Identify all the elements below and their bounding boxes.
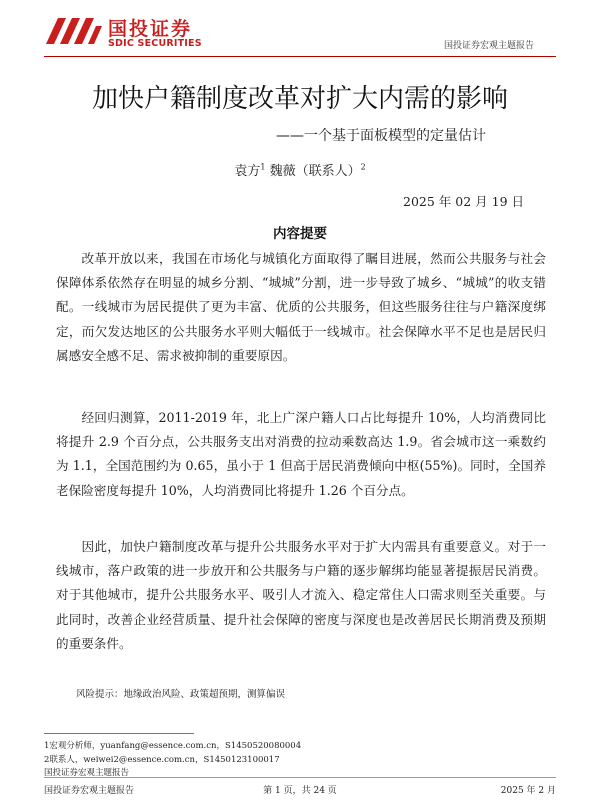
company-logo (44, 14, 224, 54)
footnote: 2联系人，weiwei2@essence.com.cn，S1450123100017 (44, 755, 280, 765)
logo-chinese-name: 国投证券 (108, 18, 193, 40)
report-date: 2025 年 02 月 19 日 (403, 194, 524, 209)
author-1: 袁方 (234, 164, 261, 179)
logo-english-name: SDIC SECURITIES (108, 38, 202, 49)
report-subtitle: ——一个基于面板模型的定量估计 (276, 128, 486, 144)
author-2-footnote-mark: 2 (360, 162, 366, 172)
footnote: 1宏观分析师，yuanfang@essence.com.cn，S1450520080004 (44, 741, 302, 751)
summary-paragraph (56, 406, 546, 503)
header-divider (44, 56, 556, 57)
report-type-label: 国投证券宏观主题报告 (443, 41, 534, 51)
paragraph-text: 改革开放以来，我国在市场化与城镇化方面取得了瞩目进展，然而公共服务与社会保障体系依然存在明显的城乡分割、“城城”分割，进一步导致了城乡、“城城”的收支错配。一线城市为居民提供了更为丰富、优质的公共服务，但这些服务往往与户籍深度绑定，而欠发达地区的公共服务水平则大幅低于一线城市。社会保障水平不足也是居民归属感安全感不足、需求被抑制的重要原因。 (56, 251, 546, 363)
footnote: 国投证券宏观主题报告 (44, 768, 130, 778)
footnote-divider (44, 733, 194, 734)
page-number: 第 1 页，共 24 页 (263, 786, 337, 796)
paragraph-text: 因此，加快户籍制度改革与提升公共服务水平对于扩大内需具有重要意义。对于一线城市，落户政策的进一步放开和公共服务与户籍的逐步解绑均能显著提振居民消费。对于其他城市，提升公共服务水平、吸引人才流入、稳定常住人口需求则至关重要。与此同时，改善企业经营质量、提升社会保障的密度与深度也是改善居民长期消费及预期的重要条件。 (56, 539, 546, 651)
summary-heading: 内容提要 (273, 226, 327, 242)
author-line (0, 160, 600, 179)
footer-date: 2025 年 2 月 (500, 786, 556, 796)
paragraph-text: 经回归测算，2011-2019 年，北上广深户籍人口占比每提升 10%，人均消费同比将提升 2.9 个百分点，公共服务支出对消费的拉动乘数高达 1.9。省会城市这一乘数约为 1.1，全国范围约为 0.65，虽小于 1 但高于居民消费倾向中枢(55%)。同时，全国养老保险密度每提升 10%，人均消费同比将提升 1.26 个百分点。 (56, 410, 546, 498)
author-2: 魏薇（联系人） (269, 164, 361, 179)
sdic-logo-mark-icon (44, 16, 104, 46)
report-title: 加快户籍制度改革对扩大内需的影响 (91, 84, 508, 114)
author-1-footnote-mark: 1 (260, 162, 266, 172)
summary-paragraph (56, 535, 546, 656)
footer-report-type: 国投证券宏观主题报告 (44, 786, 135, 796)
summary-paragraph (56, 247, 546, 368)
risk-warning: 风险提示：地缘政治风险、政策超预期，测算偏误 (76, 689, 286, 700)
footer-divider (44, 777, 556, 778)
